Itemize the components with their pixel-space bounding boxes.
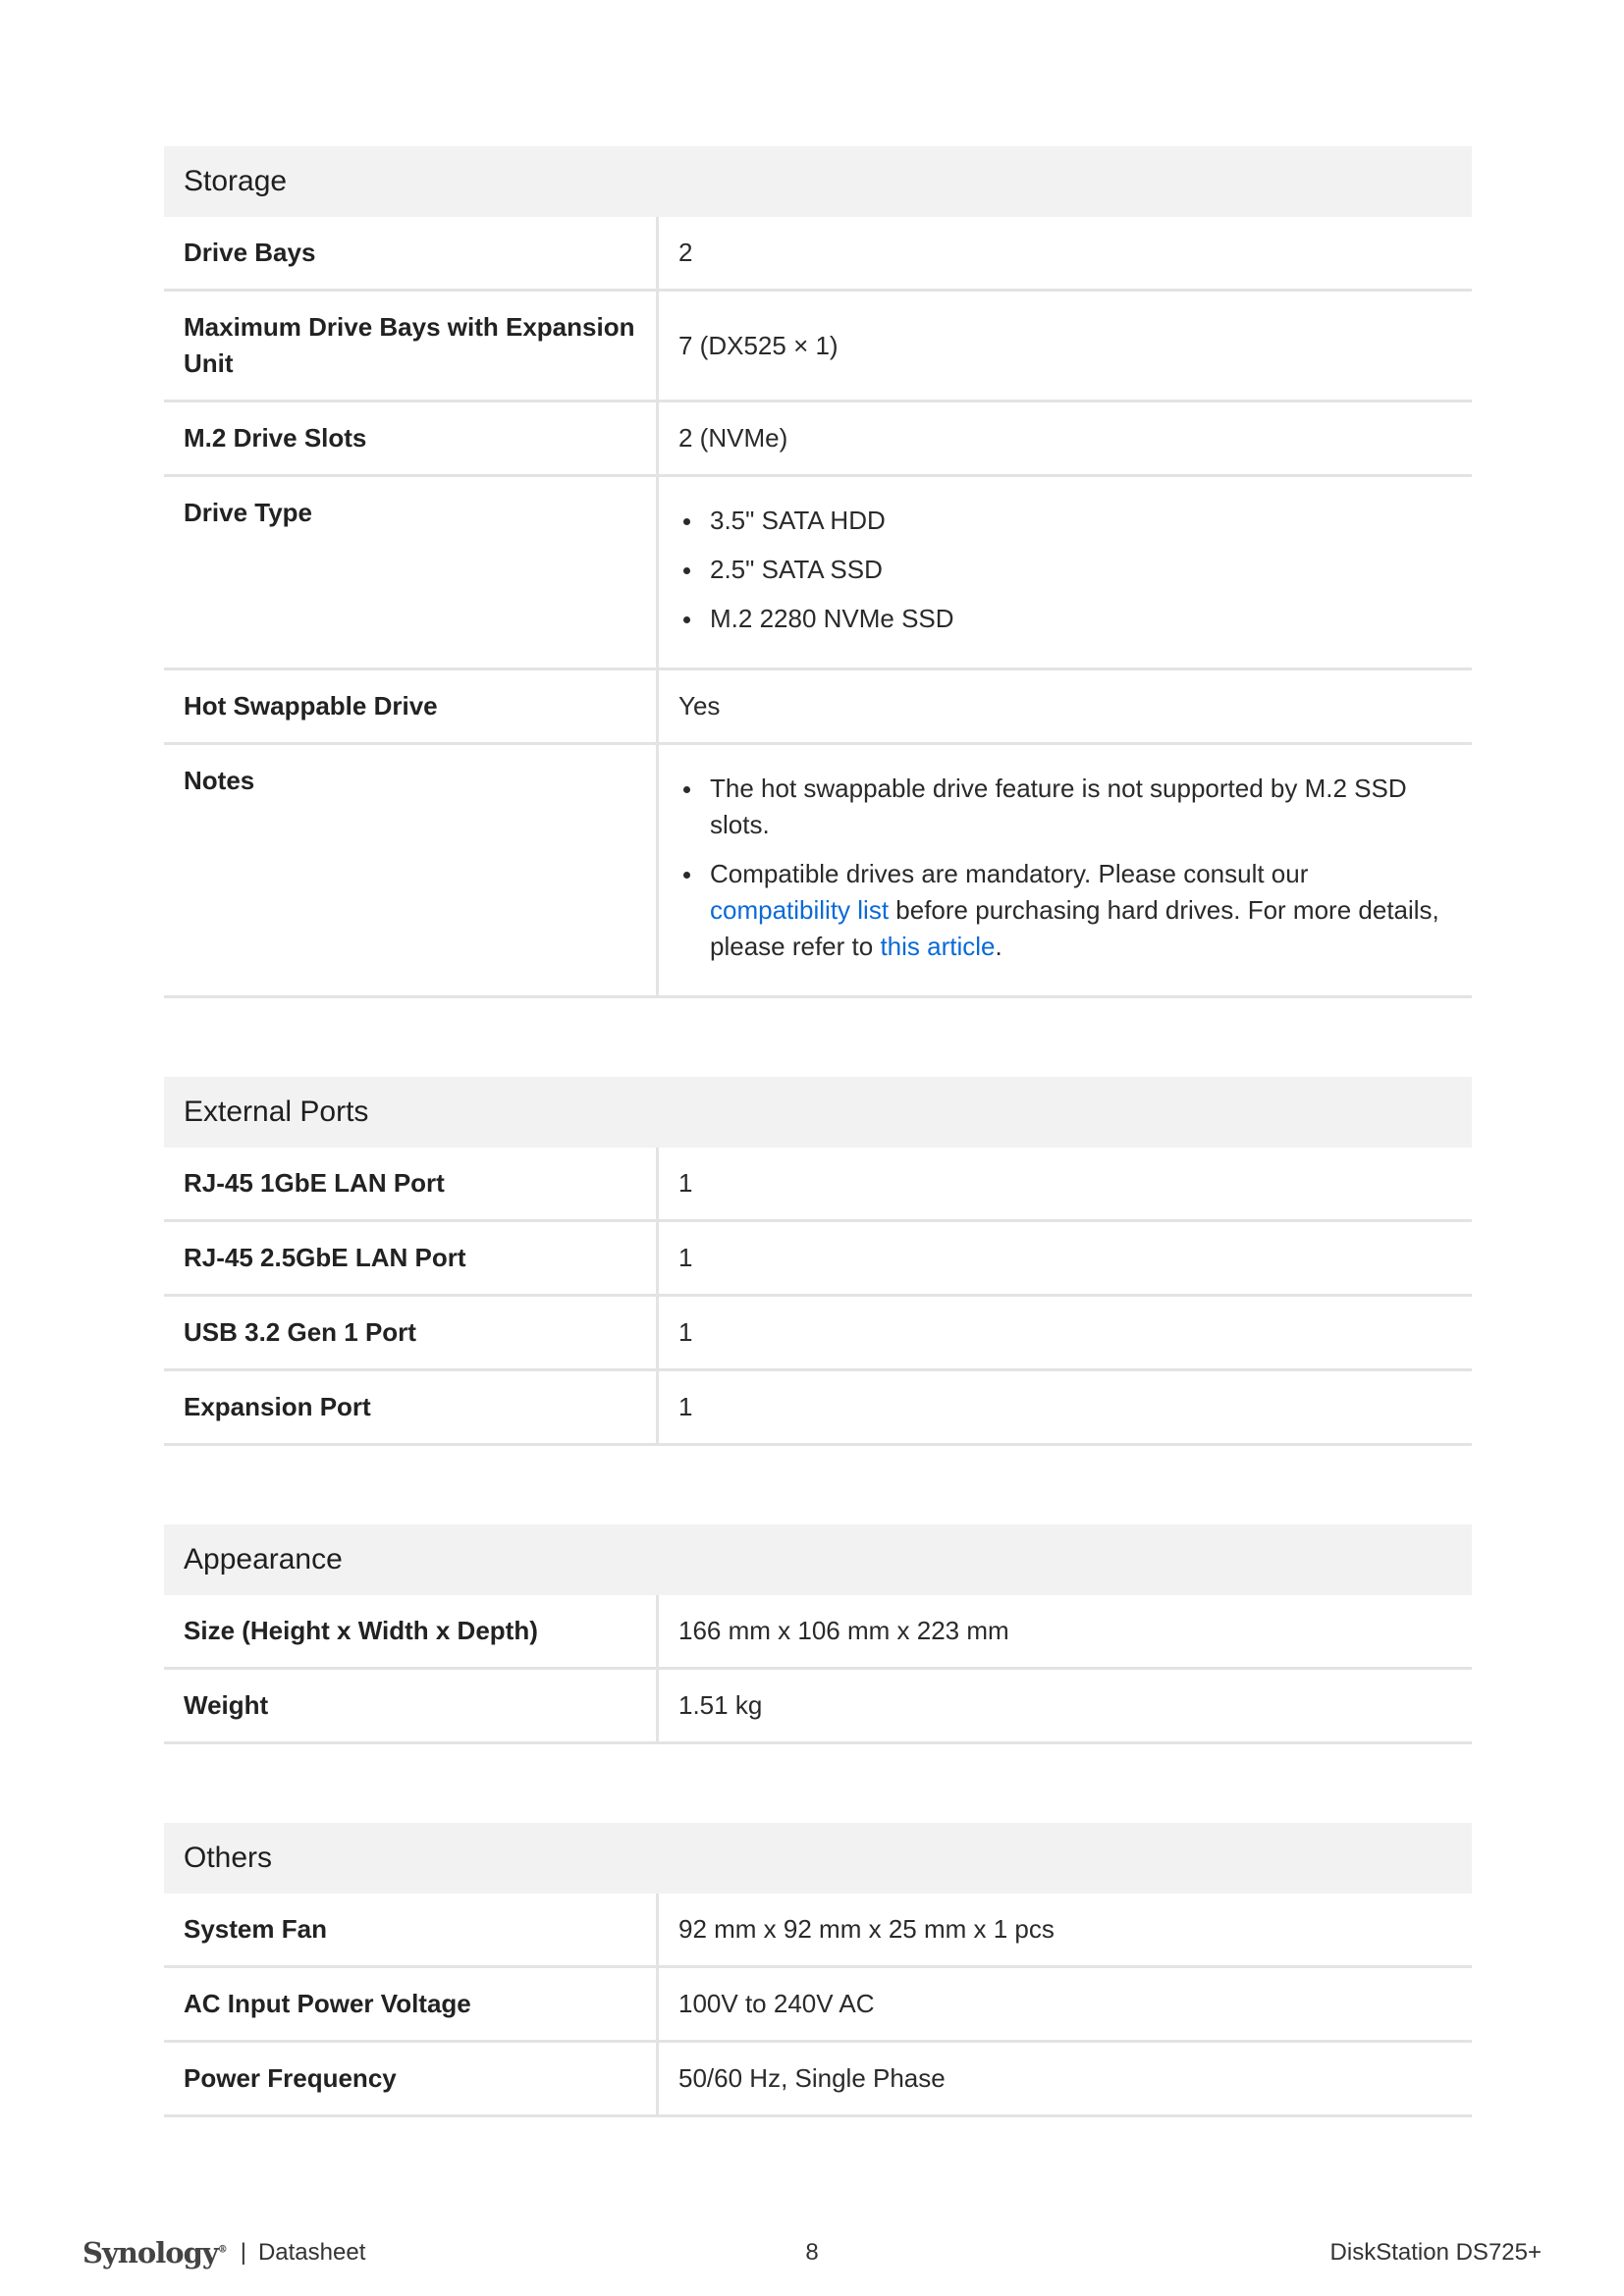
note-text: before purchasing hard drives. For more details, please refer to <box>710 895 1439 961</box>
row-label: Power Frequency <box>164 2043 659 2114</box>
table-row <box>164 1371 1472 1446</box>
page-number: 8 <box>805 2239 819 2266</box>
brand-name: Synology <box>82 2236 218 2269</box>
table-row <box>164 1222 1472 1297</box>
table-row <box>164 292 1472 402</box>
row-label: AC Input Power Voltage <box>164 1968 659 2040</box>
table-row <box>164 402 1472 477</box>
table-row-notes <box>164 745 1472 998</box>
table-row <box>164 1670 1472 1744</box>
row-value: 1 <box>678 1243 693 1272</box>
row-label: System Fan <box>164 1894 659 1965</box>
row-value: 92 mm x 92 mm x 25 mm x 1 pcs <box>678 1914 1055 1944</box>
page-footer <box>82 2233 1542 2272</box>
row-label: Size (Height x Width x Depth) <box>164 1595 659 1667</box>
drive-type-list <box>678 503 954 650</box>
row-label: Drive Bays <box>164 217 659 289</box>
table-row <box>164 1297 1472 1371</box>
table-row <box>164 1148 1472 1222</box>
row-value <box>659 477 1472 667</box>
this-article-link[interactable]: this article <box>880 932 996 961</box>
section-storage <box>164 146 1472 998</box>
table-row <box>164 1968 1472 2043</box>
row-value: 100V to 240V AC <box>678 1989 875 2018</box>
row-label: M.2 Drive Slots <box>164 402 659 474</box>
row-value: 1 <box>678 1317 693 1347</box>
row-label: Drive Type <box>164 477 659 667</box>
doc-type: Datasheet <box>257 2239 366 2266</box>
table-row <box>164 2043 1472 2117</box>
row-value: 2 (NVMe) <box>678 423 788 453</box>
footer-separator: | <box>240 2239 246 2266</box>
table-row <box>164 670 1472 745</box>
row-value: 2 <box>678 238 693 267</box>
table-row <box>164 217 1472 292</box>
row-label: Expansion Port <box>164 1371 659 1443</box>
list-item: The hot swappable drive feature is not supported by M.2 SSD slots. <box>710 771 1452 843</box>
row-label: Maximum Drive Bays with Expansion Unit <box>164 292 659 400</box>
list-item <box>710 856 1452 965</box>
section-external-ports <box>164 1077 1472 1446</box>
notes-list <box>678 771 1452 978</box>
row-value <box>659 745 1472 995</box>
section-title: Others <box>164 1823 1472 1894</box>
table-row <box>164 1595 1472 1670</box>
row-label: RJ-45 1GbE LAN Port <box>164 1148 659 1219</box>
table-row <box>164 1894 1472 1968</box>
row-label: Weight <box>164 1670 659 1741</box>
row-label: Hot Swappable Drive <box>164 670 659 742</box>
section-title: Appearance <box>164 1524 1472 1595</box>
compatibility-list-link[interactable]: compatibility list <box>710 895 890 925</box>
note-text: . <box>995 932 1002 961</box>
row-value: 50/60 Hz, Single Phase <box>678 2063 946 2093</box>
row-value: 1.51 kg <box>678 1690 763 1720</box>
list-item: 2.5" SATA SSD <box>710 552 954 588</box>
list-item: M.2 2280 NVMe SSD <box>710 601 954 637</box>
synology-logo: Synology® <box>82 2236 227 2269</box>
section-title: Storage <box>164 146 1472 217</box>
list-item: 3.5" SATA HDD <box>710 503 954 539</box>
row-label: Notes <box>164 745 659 995</box>
spec-page <box>164 146 1472 2196</box>
section-appearance <box>164 1524 1472 1744</box>
product-name: DiskStation DS725+ <box>1329 2239 1542 2266</box>
row-value: 7 (DX525 × 1) <box>678 330 839 360</box>
row-label: USB 3.2 Gen 1 Port <box>164 1297 659 1368</box>
table-row <box>164 477 1472 670</box>
row-value: 1 <box>678 1392 693 1421</box>
row-value: Yes <box>678 691 721 721</box>
row-value: 1 <box>678 1168 693 1198</box>
row-value: 166 mm x 106 mm x 223 mm <box>678 1616 1009 1645</box>
section-title: External Ports <box>164 1077 1472 1148</box>
row-label: RJ-45 2.5GbE LAN Port <box>164 1222 659 1294</box>
note-text: Compatible drives are mandatory. Please consult our <box>710 859 1309 888</box>
section-others <box>164 1823 1472 2117</box>
